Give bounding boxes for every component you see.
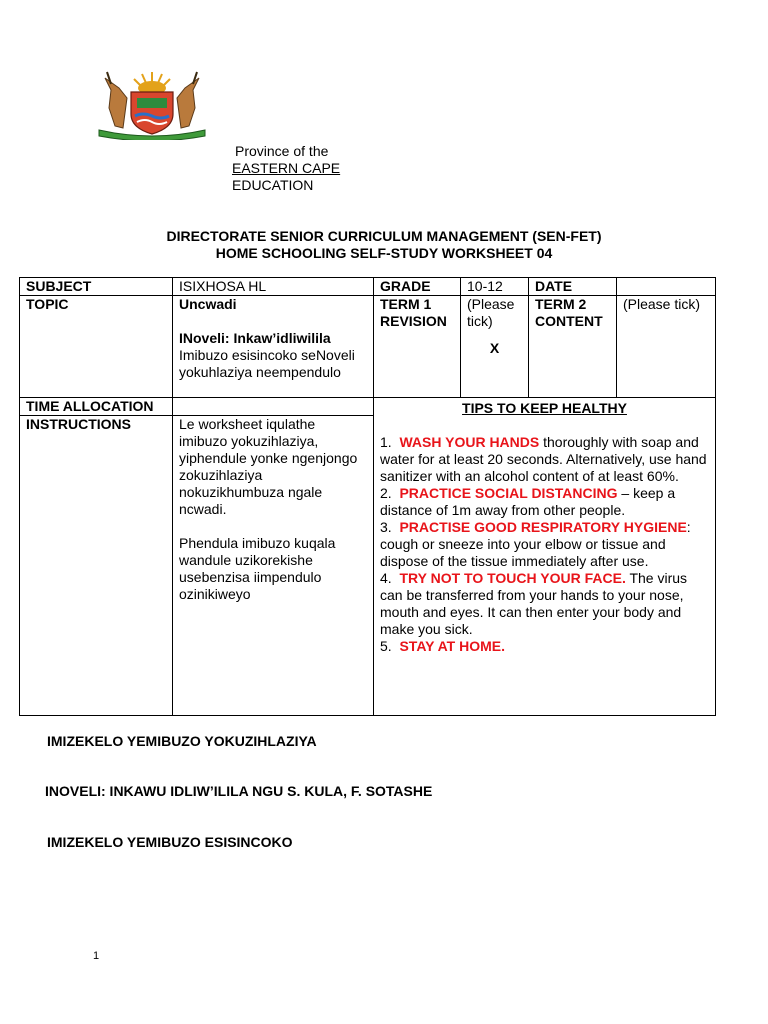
tip-2 [380, 485, 709, 519]
instructions-label: INSTRUCTIONS [20, 416, 173, 716]
province-of-text: Province of the [235, 143, 329, 159]
tip-4-heading: TRY NOT TO TOUCH YOUR FACE. [399, 570, 626, 586]
tip-2-heading: PRACTICE SOCIAL DISTANCING [399, 485, 618, 501]
term2-tick-instruction: (Please tick) [617, 296, 716, 398]
tip-1 [380, 434, 709, 485]
health-tips-cell [374, 398, 716, 716]
topic-cell [173, 296, 374, 398]
tip-5 [380, 638, 709, 655]
term1-tick-mark: X [489, 340, 500, 356]
term2-label: TERM 2 CONTENT [529, 296, 617, 398]
section-heading-novel: INOVELI: INKAWU IDLIW’ILILA NGU S. KULA, F. SOTASHE [45, 783, 433, 799]
time-allocation-label: TIME ALLOCATION [20, 398, 173, 416]
tip-4-text: The virus can be transferred from your hands to your nose, mouth and eyes. It can then enter your body and make you sick. [380, 570, 688, 637]
instructions-paragraph-1: Le worksheet iqulathe imibuzo yokuzihlaziya, yiphendule yonke ngenjongo zokuzihlaziya nokuzikhumbuza ngale ncwadi. [179, 416, 358, 517]
tip-4-number: 4. [380, 570, 392, 586]
term1-tick-cell [461, 296, 529, 398]
directorate-heading: DIRECTORATE SENIOR CURRICULUM MANAGEMENT (SEN-FET) [166, 228, 602, 244]
section-heading-essay-examples: IMIZEKELO YEMIBUZO ESISINCOKO [47, 834, 293, 850]
coat-of-arms-logo [93, 68, 211, 140]
tip-1-number: 1. [380, 434, 392, 450]
tip-1-text: thoroughly with soap and water for at least 20 seconds. Alternatively, use hand sanitizer with an alcohol content of at least 60%. [380, 434, 707, 484]
time-allocation-value [173, 398, 374, 416]
tip-3-number: 3. [380, 519, 392, 535]
province-block [232, 143, 340, 194]
worksheet-heading: HOME SCHOOLING SELF-STUDY WORKSHEET 04 [215, 245, 553, 261]
tips-title: TIPS TO KEEP HEALTHY [462, 400, 627, 416]
tip-2-text: – keep a distance of 1m away from other people. [380, 485, 676, 518]
term1-label: TERM 1 REVISION [374, 296, 461, 398]
instructions-cell [173, 416, 374, 716]
tip-3 [380, 519, 709, 570]
tip-4 [380, 570, 709, 638]
tip-3-text: : cough or sneeze into your elbow or tissue and dispose of the tissue immediately after use. [380, 519, 691, 569]
topic-subtitle: INoveli: Inkaw’idliwilila [179, 330, 331, 346]
grade-value: 10-12 [461, 278, 529, 296]
tip-1-heading: WASH YOUR HANDS [399, 434, 540, 450]
term1-tick-instruction: (Please tick) [467, 296, 515, 329]
topic-description: Imibuzo esisincoko seNoveli yokuhlaziya neempendulo [179, 347, 355, 380]
topic-label: TOPIC [20, 296, 173, 398]
section-heading-revision-examples: IMIZEKELO YEMIBUZO YOKUZIHLAZIYA [47, 733, 317, 749]
tip-5-number: 5. [380, 638, 392, 654]
tip-2-number: 2. [380, 485, 392, 501]
tip-3-heading: PRACTISE GOOD RESPIRATORY HYGIENE [399, 519, 687, 535]
grade-label: GRADE [374, 278, 461, 296]
date-label: DATE [529, 278, 617, 296]
page-number: 1 [93, 950, 100, 962]
education-text: EDUCATION [232, 177, 314, 193]
instructions-paragraph-2: Phendula imibuzo kuqala wandule uzikorekishe usebenzisa iimpendulo ozinikiweyo [179, 535, 336, 602]
worksheet-info-table [19, 277, 716, 716]
date-value [617, 278, 716, 296]
eastern-cape-text: EASTERN CAPE [232, 160, 341, 176]
tip-5-heading: STAY AT HOME. [399, 638, 506, 654]
subject-value: ISIXHOSA HL [173, 278, 374, 296]
subject-label: SUBJECT [20, 278, 173, 296]
topic-title: Uncwadi [179, 296, 237, 312]
